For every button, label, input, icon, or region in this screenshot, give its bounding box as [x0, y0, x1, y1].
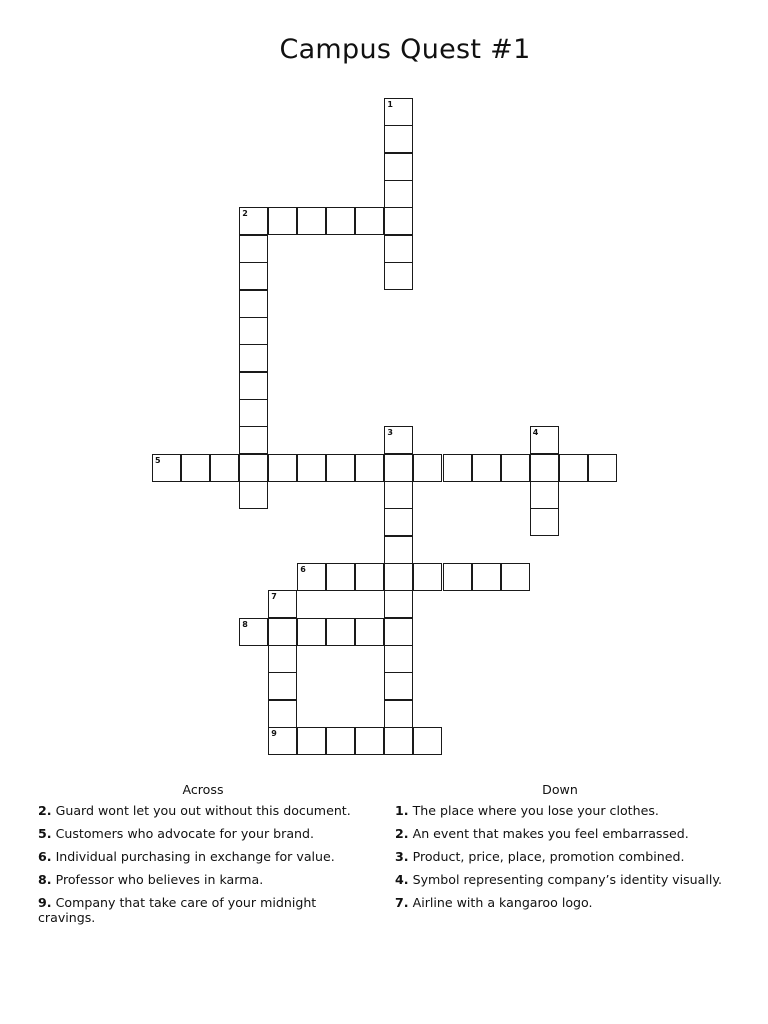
grid-cell[interactable] [530, 508, 559, 536]
clue-text: Company that take care of your midnight cravings. [38, 895, 317, 925]
grid-cell[interactable] [210, 454, 239, 482]
clue-text: Professor who believes in karma. [55, 872, 264, 887]
clue-text: Customers who advocate for your brand. [55, 826, 315, 841]
grid-cell[interactable] [239, 290, 268, 318]
clue-text: Guard wont let you out without this document. [55, 803, 351, 818]
clue-number: 6. [38, 849, 52, 864]
clue-number: 7. [395, 895, 409, 910]
grid-cell[interactable] [384, 454, 413, 482]
down-clue [395, 849, 725, 864]
grid-cell[interactable] [181, 454, 210, 482]
grid-cell[interactable] [413, 563, 442, 591]
cell-number: 6 [300, 565, 306, 574]
grid-cell[interactable] [239, 399, 268, 427]
clue-number: 3. [395, 849, 409, 864]
grid-cell[interactable] [472, 454, 501, 482]
clue-text: An event that makes you feel embarrassed. [412, 826, 689, 841]
grid-cell[interactable] [443, 454, 472, 482]
down-clue [395, 803, 725, 818]
grid-cell[interactable] [501, 454, 530, 482]
clue-text: Product, price, place, promotion combined. [412, 849, 685, 864]
clue-number: 1. [395, 803, 409, 818]
grid-cell[interactable] [326, 563, 355, 591]
clue-text: Symbol representing company’s identity visually. [412, 872, 723, 887]
down-heading: Down [542, 782, 578, 797]
cell-number: 9 [271, 729, 277, 739]
grid-cell[interactable] [384, 125, 413, 153]
grid-cell[interactable] [239, 344, 268, 372]
grid-cell[interactable] [239, 481, 268, 509]
grid-cell[interactable] [384, 235, 413, 263]
grid-cell[interactable] [268, 727, 297, 755]
cell-number: 4 [532, 428, 539, 438]
across-clue [38, 803, 368, 818]
grid-cell[interactable] [384, 98, 413, 126]
grid-cell[interactable] [384, 590, 413, 618]
down-clues [395, 782, 725, 918]
grid-cell[interactable] [239, 454, 268, 482]
grid-cell[interactable] [384, 153, 413, 181]
grid-cell[interactable] [268, 672, 297, 700]
grid-cell[interactable] [530, 481, 559, 509]
clue-text: The place where you lose your clothes. [412, 803, 659, 818]
down-clue [395, 895, 725, 910]
grid-cell[interactable] [152, 454, 181, 482]
clue-text: Airline with a kangaroo logo. [412, 895, 593, 910]
grid-cell[interactable] [384, 508, 413, 536]
grid-cell[interactable] [384, 262, 413, 290]
across-clue [38, 826, 368, 841]
grid-cell[interactable] [355, 207, 384, 235]
across-clue [38, 849, 368, 864]
grid-cell[interactable] [559, 454, 588, 482]
grid-cell[interactable] [297, 618, 326, 646]
cell-number: 8 [242, 619, 248, 629]
grid-cell[interactable] [588, 454, 617, 482]
grid-cell[interactable] [472, 563, 501, 591]
grid-cell[interactable] [384, 700, 413, 728]
grid-cell[interactable] [268, 590, 297, 618]
puzzle-title: Campus Quest #1 [279, 34, 531, 65]
grid-cell[interactable] [326, 454, 355, 482]
grid-cell[interactable] [384, 207, 413, 235]
grid-cell[interactable] [268, 618, 297, 646]
grid-cell[interactable] [239, 372, 268, 400]
down-clue [395, 826, 725, 841]
cell-number: 3 [387, 428, 393, 438]
grid-cell[interactable] [384, 481, 413, 509]
grid-cell[interactable] [239, 317, 268, 345]
clue-number: 9. [38, 895, 52, 910]
clue-number: 2. [38, 803, 52, 818]
grid-cell[interactable] [384, 426, 413, 454]
grid-cell[interactable] [384, 563, 413, 591]
clue-text: Individual purchasing in exchange for value. [55, 849, 335, 864]
grid-cell[interactable] [384, 618, 413, 646]
grid-cell[interactable] [268, 454, 297, 482]
clue-number: 4. [395, 872, 409, 887]
cell-number: 7 [271, 592, 277, 602]
grid-cell[interactable] [326, 207, 355, 235]
down-clue [395, 872, 725, 887]
grid-cell[interactable] [239, 235, 268, 263]
grid-cell[interactable] [268, 700, 297, 728]
across-clues [38, 782, 368, 933]
clue-number: 8. [38, 872, 52, 887]
cell-number: 1 [387, 100, 393, 109]
grid-cell[interactable] [239, 426, 268, 454]
grid-cell[interactable] [530, 426, 559, 454]
grid-cell[interactable] [297, 727, 326, 755]
clue-number: 5. [38, 826, 52, 841]
grid-cell[interactable] [501, 563, 530, 591]
grid-cell[interactable] [384, 180, 413, 208]
clue-number: 2. [395, 826, 409, 841]
across-clue [38, 895, 368, 925]
cell-number: 2 [242, 209, 248, 219]
grid-cell[interactable] [384, 536, 413, 564]
grid-cell[interactable] [326, 727, 355, 755]
across-heading: Across [182, 782, 224, 797]
grid-cell[interactable] [268, 207, 297, 235]
grid-cell[interactable] [268, 645, 297, 673]
grid-cell[interactable] [413, 454, 442, 482]
grid-cell[interactable] [355, 454, 384, 482]
grid-cell[interactable] [239, 618, 268, 646]
grid-cell[interactable] [413, 727, 442, 755]
grid-cell[interactable] [355, 727, 384, 755]
grid-cell[interactable] [297, 207, 326, 235]
grid-cell[interactable] [355, 618, 384, 646]
grid-cell[interactable] [384, 645, 413, 673]
grid-cell[interactable] [239, 262, 268, 290]
grid-cell[interactable] [297, 454, 326, 482]
grid-cell[interactable] [443, 563, 472, 591]
grid-cell[interactable] [239, 207, 268, 235]
grid-cell[interactable] [297, 563, 326, 591]
grid-cell[interactable] [530, 454, 559, 482]
cell-number: 5 [155, 455, 161, 465]
grid-cell[interactable] [355, 563, 384, 591]
across-clue [38, 872, 368, 887]
grid-cell[interactable] [326, 618, 355, 646]
grid-cell[interactable] [384, 672, 413, 700]
grid-cell[interactable] [384, 727, 413, 755]
